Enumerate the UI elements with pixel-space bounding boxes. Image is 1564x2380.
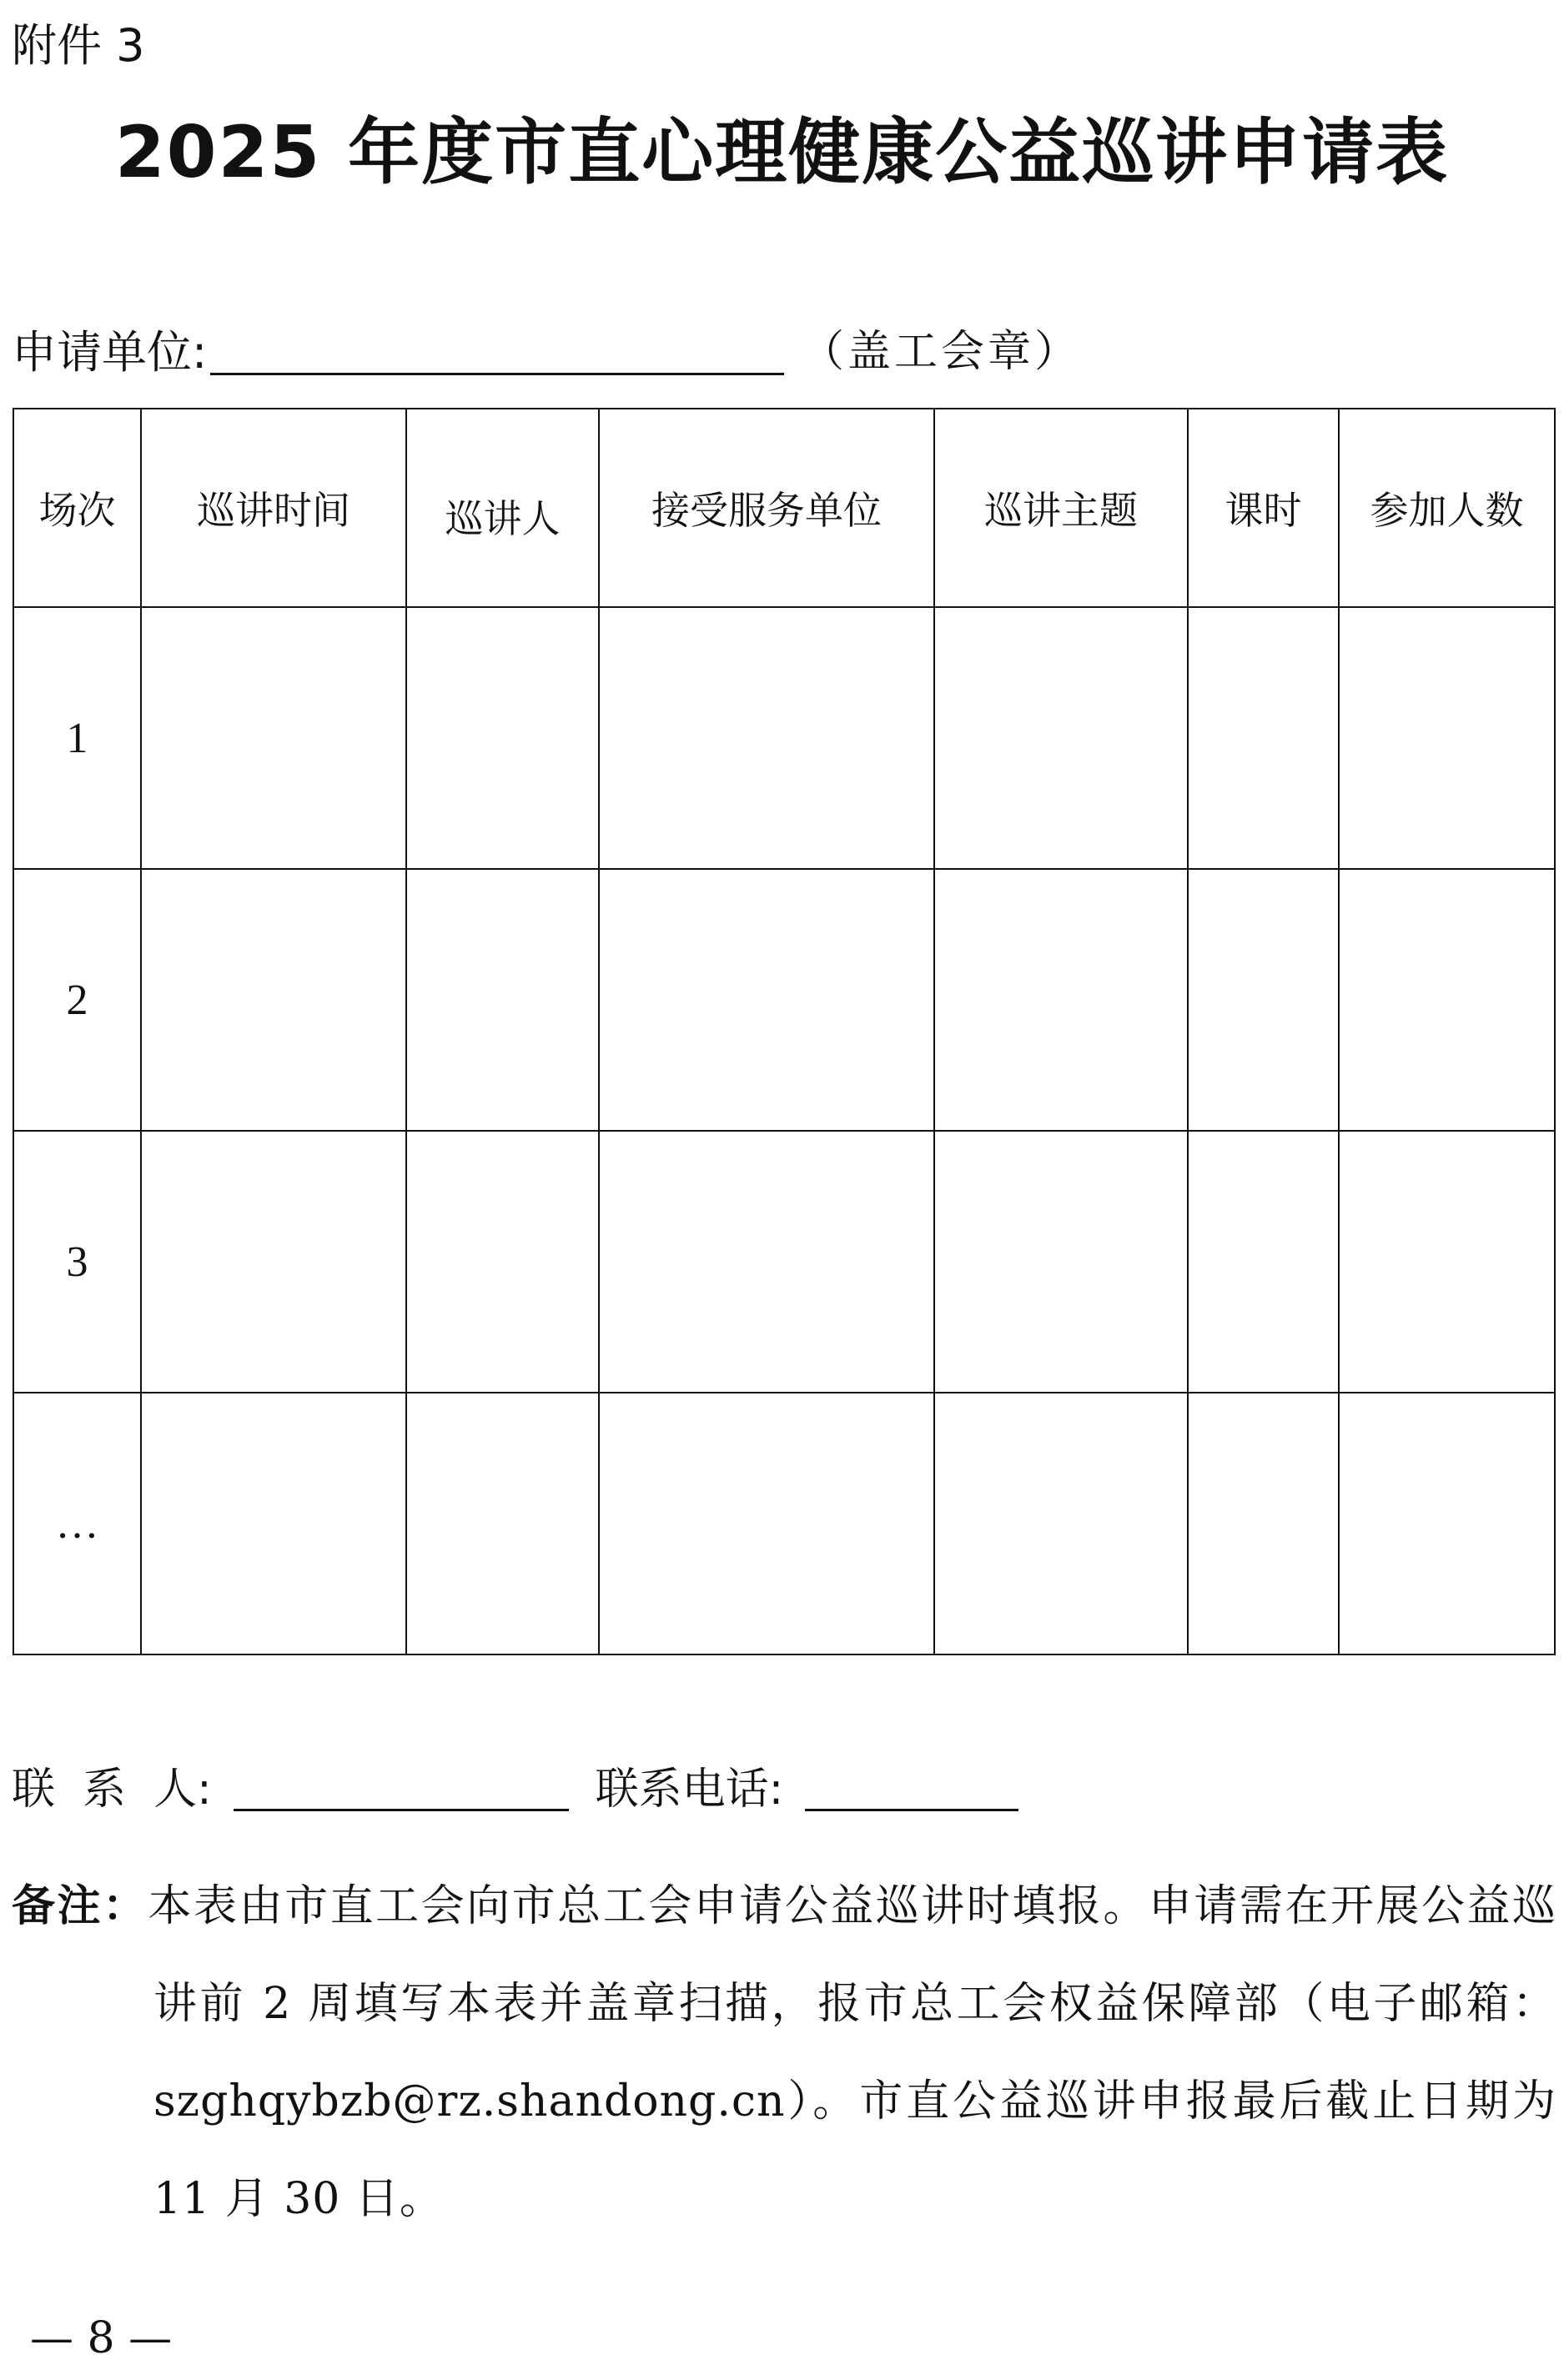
contact-phone-label: 联系电话:	[595, 1765, 784, 1815]
cell-speaker[interactable]	[406, 1393, 599, 1654]
cell-attendees[interactable]	[1339, 1393, 1555, 1654]
cell-time[interactable]	[141, 607, 406, 869]
page-number: — 8 —	[30, 2313, 173, 2363]
cell-speaker[interactable]	[406, 1131, 599, 1393]
applicant-input-line[interactable]	[210, 336, 784, 375]
cell-topic[interactable]	[934, 869, 1188, 1131]
cell-hours[interactable]	[1188, 607, 1339, 869]
page-title: 2025 年度市直心理健康公益巡讲申请表	[114, 111, 1450, 194]
cell-time[interactable]	[141, 869, 406, 1131]
session-number: …	[13, 1393, 141, 1654]
cell-attendees[interactable]	[1339, 607, 1555, 869]
note-section	[12, 1858, 1556, 2248]
contact-person-line[interactable]	[234, 1772, 569, 1811]
header-hours: 课时	[1188, 409, 1339, 607]
cell-unit[interactable]	[599, 869, 934, 1131]
header-session: 场次	[13, 409, 141, 607]
cell-hours[interactable]	[1188, 869, 1339, 1131]
cell-hours[interactable]	[1188, 1131, 1339, 1393]
header-unit: 接受服务单位	[599, 409, 934, 607]
cell-time[interactable]	[141, 1131, 406, 1393]
table-row	[13, 1393, 1555, 1654]
note-text: 本表由市直工会向市总工会申请公益巡讲时填报。申请需在开展公益巡讲前 2 周填写本表并盖章扫描，报市总工会权益保障部（电子邮箱：szghqybzb@rz.shandong.cn）。市直公益巡讲申报最后截止日期为 11 月 30 日。	[148, 1881, 1556, 2224]
session-number: 2	[13, 869, 141, 1131]
header-speaker: 巡讲人	[406, 409, 599, 607]
note-label: 备注：	[12, 1881, 148, 1931]
cell-topic[interactable]	[934, 1393, 1188, 1654]
header-topic: 巡讲主题	[934, 409, 1188, 607]
header-time: 巡讲时间	[141, 409, 406, 607]
cell-topic[interactable]	[934, 607, 1188, 869]
session-number: 1	[13, 607, 141, 869]
cell-attendees[interactable]	[1339, 869, 1555, 1131]
session-number: 3	[13, 1131, 141, 1393]
seal-note: （盖工会章）	[801, 327, 1082, 377]
table-row	[13, 607, 1555, 869]
header-attendees: 参加人数	[1339, 409, 1555, 607]
applicant-row	[12, 326, 784, 379]
table-row	[13, 869, 1555, 1131]
cell-attendees[interactable]	[1339, 1131, 1555, 1393]
contact-person-label: 联 系 人:	[12, 1765, 212, 1815]
application-table	[13, 408, 1556, 1655]
cell-time[interactable]	[141, 1393, 406, 1654]
contact-phone-line[interactable]	[805, 1772, 1018, 1811]
cell-unit[interactable]	[599, 1393, 934, 1654]
cell-speaker[interactable]	[406, 869, 599, 1131]
cell-speaker[interactable]	[406, 607, 599, 869]
cell-hours[interactable]	[1188, 1393, 1339, 1654]
contact-row	[12, 1765, 1018, 1815]
table-row	[13, 1131, 1555, 1393]
cell-unit[interactable]	[599, 1131, 934, 1393]
cell-topic[interactable]	[934, 1131, 1188, 1393]
applicant-label: 申请单位:	[12, 326, 208, 379]
attachment-label: 附件 3	[12, 19, 145, 72]
cell-unit[interactable]	[599, 607, 934, 869]
table-header-row	[13, 409, 1555, 607]
